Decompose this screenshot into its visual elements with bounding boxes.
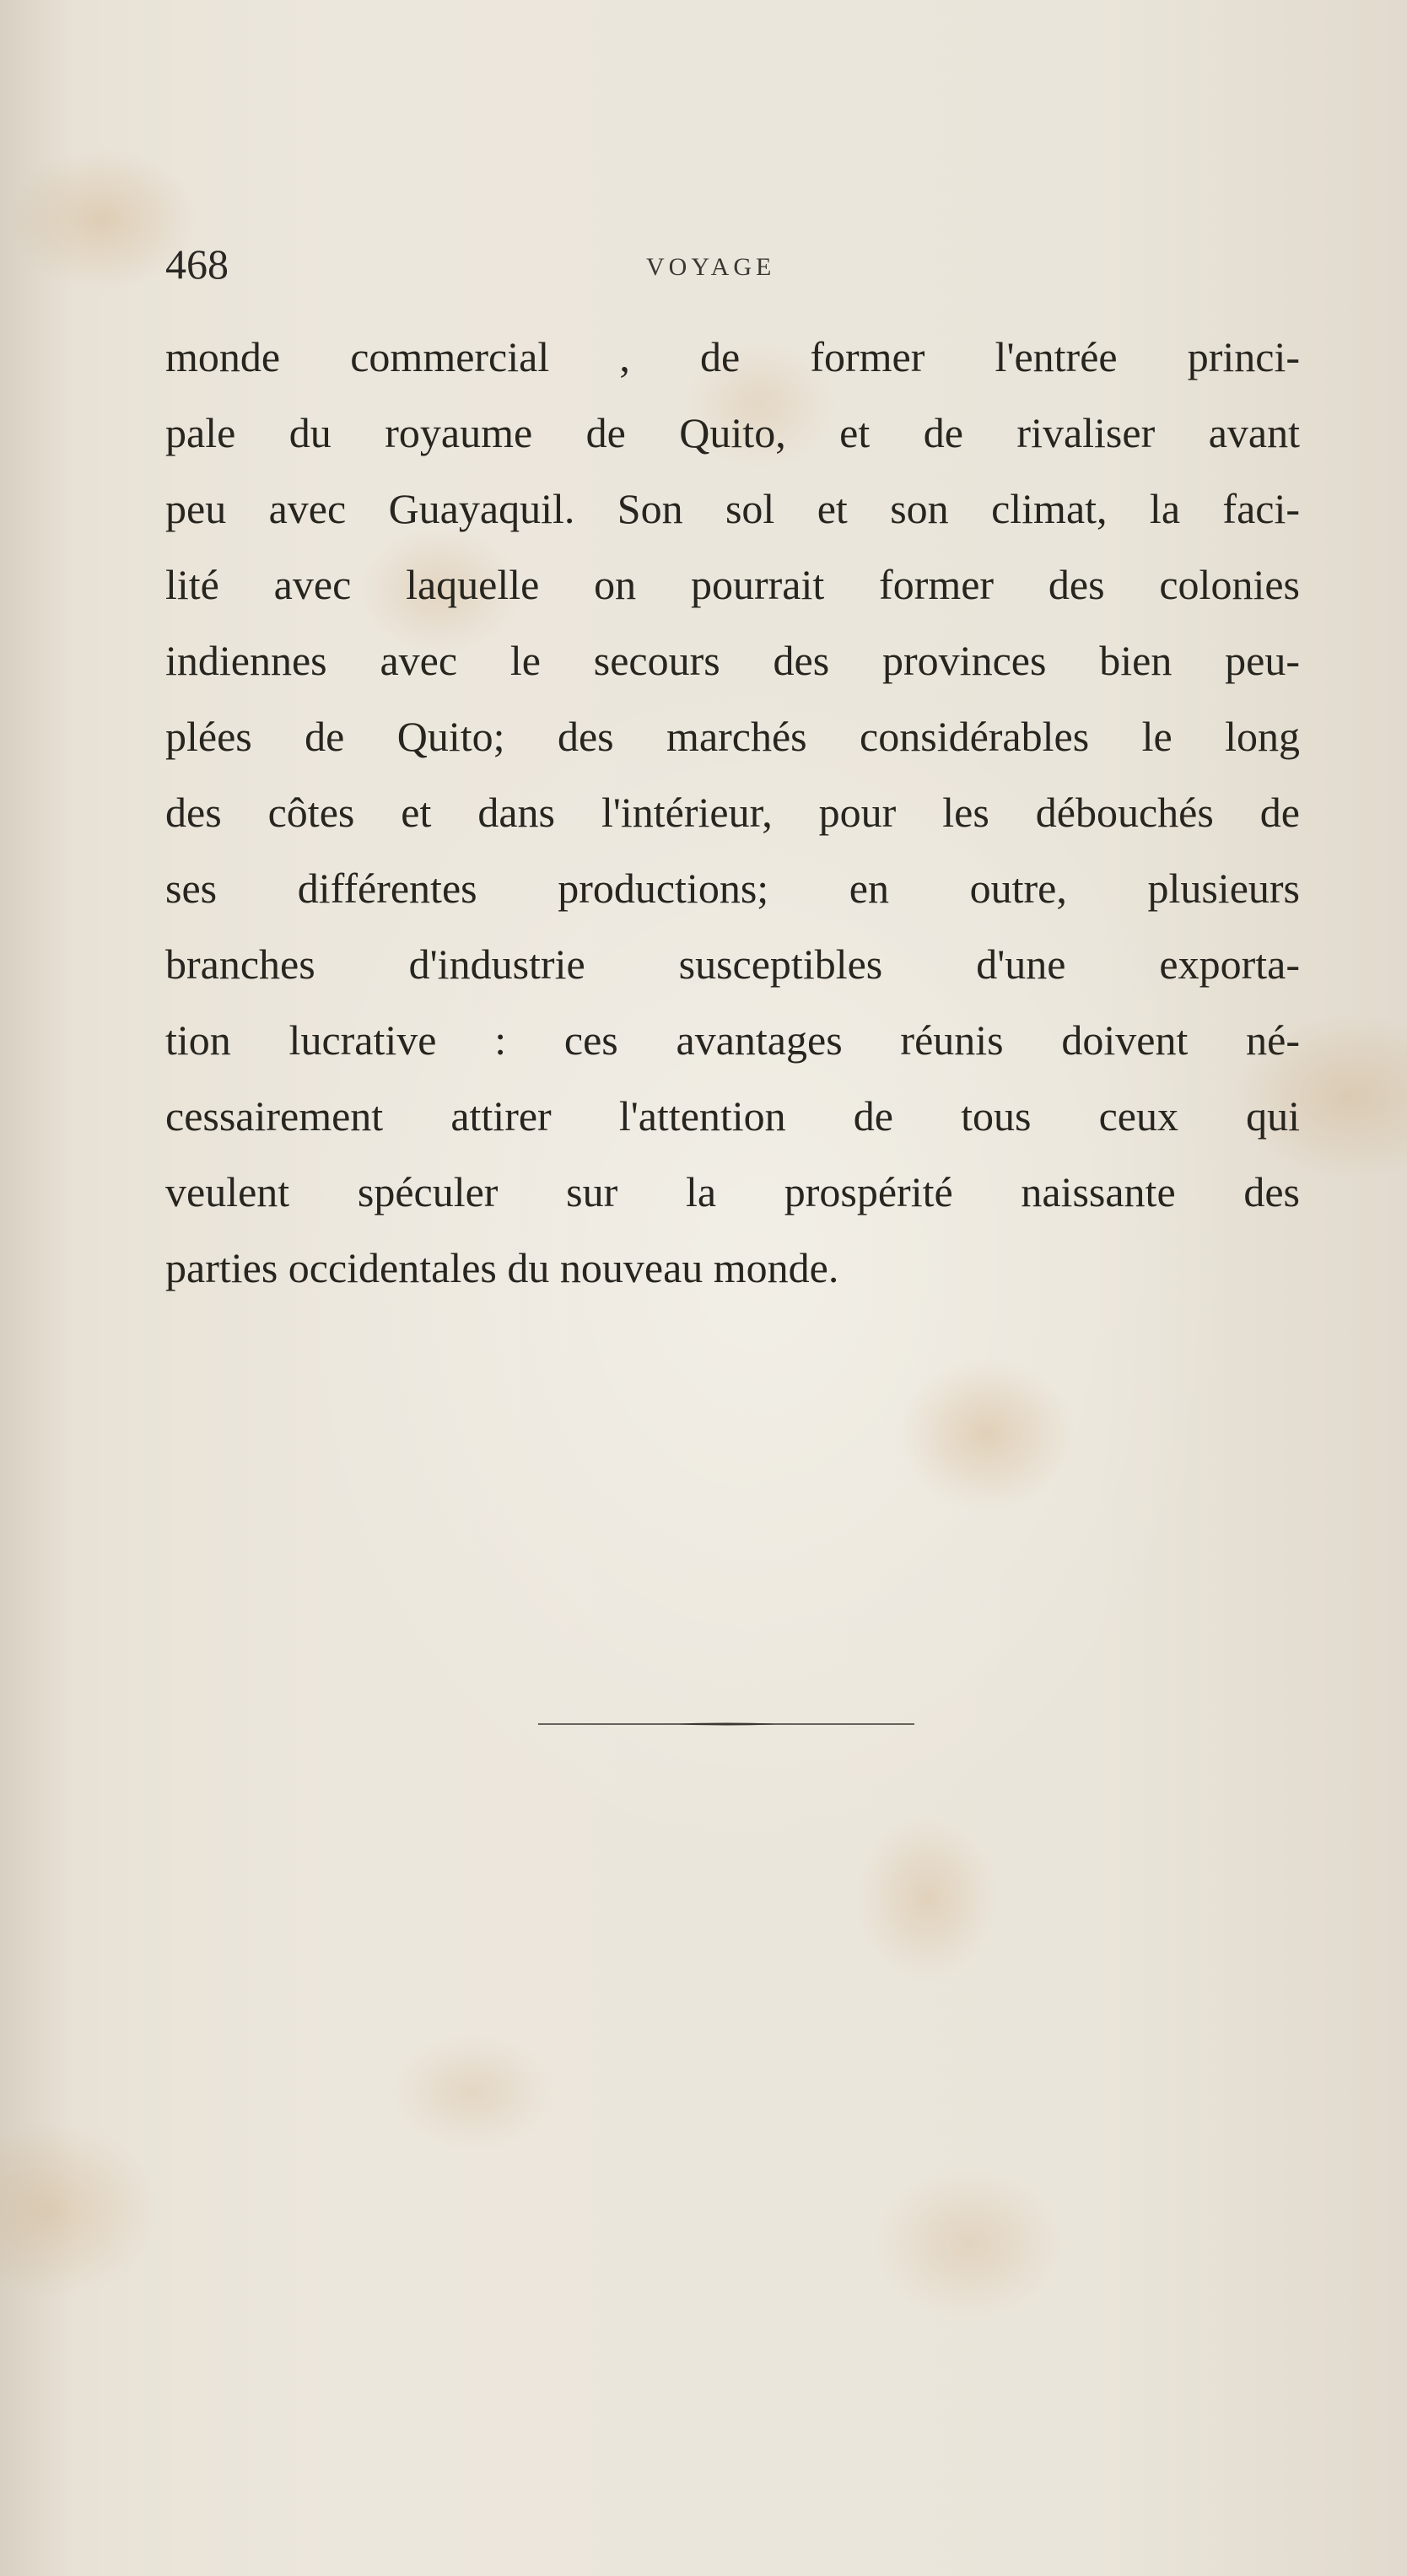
section-end-rule	[538, 1721, 914, 1727]
text-line: plées de Quito; des marchés considérables le long	[165, 713, 1300, 760]
ornamental-rule	[538, 1721, 914, 1727]
page-number: 468	[165, 240, 229, 288]
text-line: tion lucrative : ces avantages réunis doivent né-	[165, 1016, 1300, 1064]
text-line: branches d'industrie susceptibles d'une exporta-	[165, 940, 1300, 988]
page-header	[165, 234, 1287, 294]
text-line: ses différentes productions; en outre, plusieurs	[165, 865, 1300, 912]
running-title: VOYAGE	[646, 253, 776, 281]
text-line: peu avec Guayaquil. Son sol et son climat, la faci-	[165, 485, 1300, 532]
text-line: monde commercial , de former l'entrée princi-	[165, 333, 1300, 380]
text-line: parties occidentales du nouveau monde.	[165, 1244, 839, 1291]
text-line: cessairement attirer l'attention de tous ceux qui	[165, 1092, 1300, 1140]
text-line: lité avec laquelle on pourrait former des colonies	[165, 561, 1300, 608]
text-line: indiennes avec le secours des provinces bien peu-	[165, 637, 1300, 684]
text-line: veulent spéculer sur la prospérité naissante des	[165, 1168, 1300, 1215]
text-line: des côtes et dans l'intérieur, pour les débouchés de	[165, 789, 1300, 836]
body-paragraph	[165, 319, 1300, 1306]
text-line: pale du royaume de Quito, et de rivaliser avant	[165, 409, 1300, 456]
